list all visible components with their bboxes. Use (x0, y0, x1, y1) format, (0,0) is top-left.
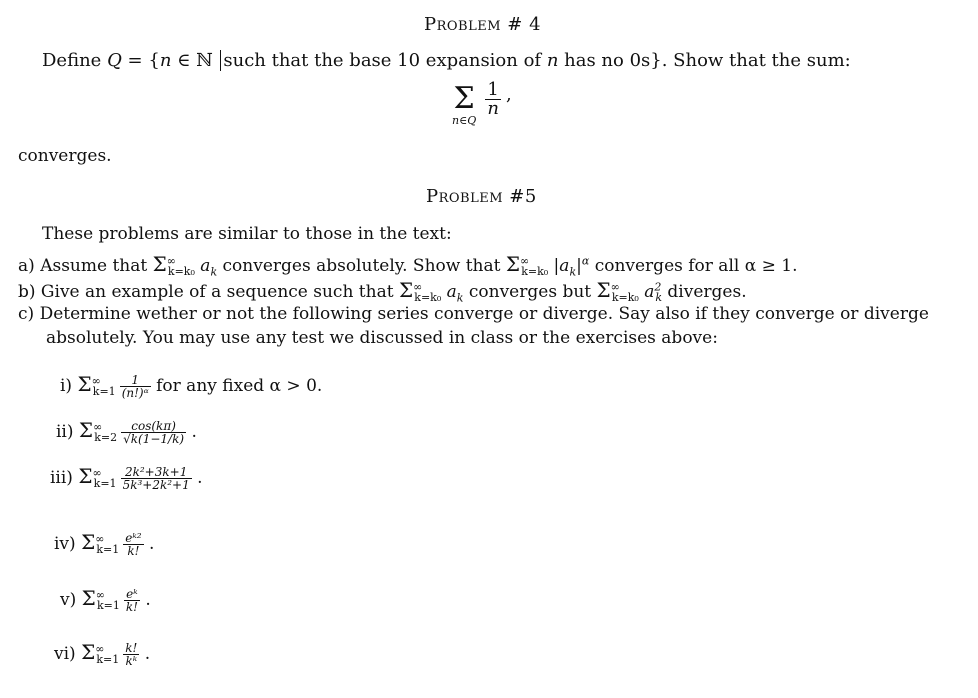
series-item (54, 640, 150, 667)
part-a-post: converges for all α ≥ 1. (594, 256, 798, 276)
part-c (18, 304, 929, 324)
part-b-post: diverges. (667, 282, 747, 302)
part-a (18, 252, 797, 278)
series-item-label: v) (60, 590, 82, 610)
set-open: = { (121, 50, 160, 71)
problem-4-conclusion: converges. (18, 146, 112, 166)
set-in: ∈ ℕ (171, 50, 219, 71)
series-item-den: k! (127, 544, 140, 558)
set-var: n (159, 50, 172, 71)
series-item-sigma: $\Sigma^\infty_{k=1}$ (77, 372, 116, 399)
define-prefix: Define (42, 50, 108, 71)
set-var-2: n (546, 50, 559, 71)
series-item-den: kᵏ (125, 654, 138, 668)
sum-under: n∈Q (452, 114, 477, 127)
part-b-label: b) (18, 282, 36, 302)
problem-4-title: Problem # 4 (424, 14, 542, 35)
display-sum (452, 79, 512, 127)
part-a-sum2: $\Sigma^\infty_{k=k_0}$ $|a_k|^\alpha$ (505, 252, 590, 279)
series-item-label: i) (60, 376, 78, 396)
series-item (56, 418, 197, 445)
sum-frac-den: n (487, 98, 499, 119)
series-item (50, 464, 203, 491)
series-item-fraction (124, 588, 140, 613)
series-item-fraction (120, 374, 151, 399)
problem-4-definition (42, 50, 851, 71)
problem-5-intro: These problems are similar to those in the text: (42, 224, 452, 244)
series-item-post: . (186, 422, 197, 442)
series-item-fraction (121, 466, 192, 491)
series-item-num: eᵏ² (125, 531, 142, 545)
series-item-post: . (143, 534, 155, 554)
part-b-sum2: $\Sigma^\infty_{k=k_0}$ $a^2_k$ (596, 278, 663, 305)
series-item-sigma: $\Sigma^\infty_{k=2}$ (78, 418, 118, 445)
series-item-num: 1 (120, 374, 151, 387)
part-a-label: a) (18, 256, 35, 276)
series-item-lower: k=1 (92, 385, 116, 399)
series-item-den: 5k³+2k²+1 (122, 478, 190, 492)
sum-comma: , (506, 84, 512, 105)
series-item-lower: k=2 (94, 431, 118, 445)
series-item (60, 586, 151, 613)
series-item-post: . (139, 644, 151, 664)
part-a-sum1: $\Sigma^\infty_{k=k_0}$ $a_k$ (152, 252, 218, 279)
sum-fraction (485, 81, 501, 118)
series-item-den: (n!)ᵅ (121, 386, 149, 400)
series-item-sigma: $\Sigma^\infty_{k=1}$ (81, 586, 120, 613)
series-item-label: vi) (54, 644, 82, 664)
set-bar (220, 50, 221, 71)
series-item-label: ii) (56, 422, 79, 442)
series-item-den: √k(1−1/k) (123, 432, 185, 446)
part-b-pre: Give an example of a sequence such that (40, 282, 394, 302)
series-item-sigma: $\Sigma^\infty_{k=1}$ (78, 464, 117, 491)
series-item-num: cos(kπ) (121, 420, 186, 433)
part-b (18, 278, 747, 304)
series-item-label: iv) (54, 534, 82, 554)
part-a-pre: Assume that (40, 256, 148, 276)
part-c-label: c) (18, 304, 35, 324)
series-item-label: iii) (50, 468, 79, 488)
series-item-sigma: $\Sigma^\infty_{k=1}$ (81, 530, 120, 557)
set-cond-a: such that the base 10 expansion of (223, 50, 547, 71)
series-item-fraction (123, 642, 139, 667)
part-c-line2: absolutely. You may use any test we discussed in class or the exercises above: (46, 328, 718, 348)
series-item-post: for any fixed α > 0. (150, 376, 323, 396)
sum-frac-num: 1 (485, 81, 501, 100)
series-item (54, 530, 154, 557)
sum-sigma-block (452, 81, 477, 127)
series-item-post: . (191, 468, 203, 488)
part-c-line1: Determine wether or not the following series converge or diverge. Say also if they converge or diverge (39, 304, 929, 324)
series-item-num: 2k²+3k+1 (121, 466, 192, 479)
set-cond-b: has no 0s}. Show that the sum: (558, 50, 851, 71)
series-item (60, 372, 322, 399)
set-name: Q (107, 50, 122, 71)
series-item-lower: k=1 (93, 477, 117, 491)
series-item-sigma: $\Sigma^\infty_{k=1}$ (81, 640, 120, 667)
series-item-lower: k=1 (96, 599, 120, 613)
series-item-num: k! (125, 641, 138, 655)
series-item-lower: k=1 (96, 543, 120, 557)
sum-sigma: Σ (453, 81, 475, 116)
problem-5-title: Problem #5 (426, 186, 537, 207)
series-item-num: eᵏ (124, 588, 140, 601)
part-a-mid: converges absolutely. Show that (222, 256, 501, 276)
series-item-fraction (123, 532, 143, 557)
series-item-den: k! (125, 600, 138, 614)
series-item-lower: k=1 (96, 653, 120, 667)
part-b-mid: converges but (468, 282, 592, 302)
part-b-sum1: $\Sigma^\infty_{k=k_0}$ $a_k$ (398, 278, 464, 305)
series-item-fraction (121, 420, 186, 445)
series-item-post: . (139, 590, 151, 610)
